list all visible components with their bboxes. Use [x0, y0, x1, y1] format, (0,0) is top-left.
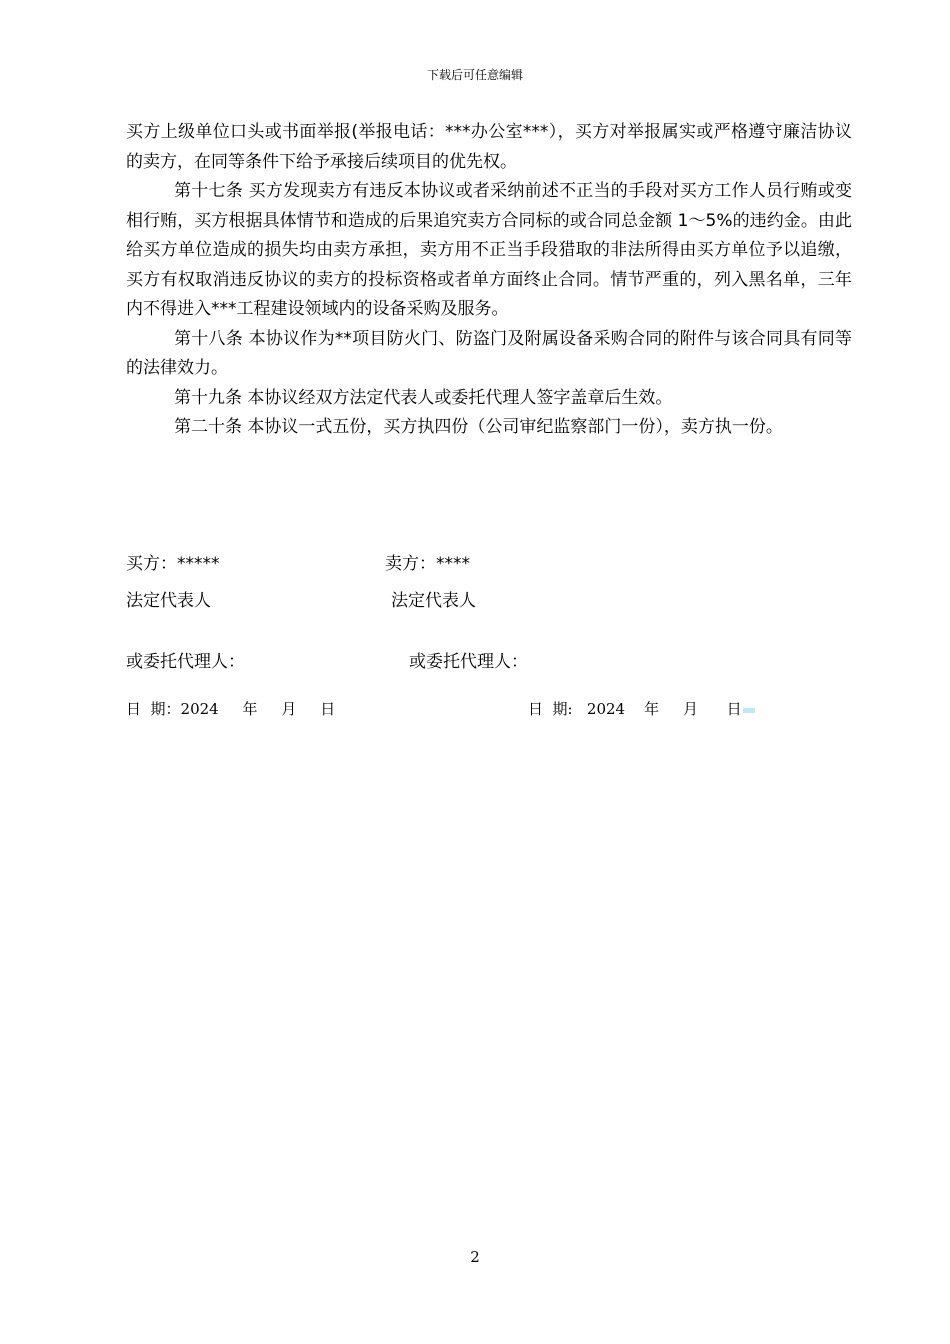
seller-date-line: [528, 698, 755, 719]
paragraph-continuation: 买方上级单位口头或书面举报(举报电话：***办公室***），买方对举报属实或严格遵守廉洁协议的卖方，在同等条件下给予承接后续项目的优先权。: [126, 122, 852, 172]
page-number: 2: [470, 1248, 480, 1266]
paragraph-article-17: 第十七条 买方发现卖方有违反本协议或者采纳前述不正当的手段对买方工作人员行贿或变相行贿，买方根据具体情节和造成的后果追究卖方合同标的或合同总金额 1～5%的违约金。由此给买方单位造成的损失均由卖方承担，卖方用不正当手段猎取的非法所得由买方单位予以追缴，买方有权取消违反协议的卖方的投标资格或者单方面终止合同。情节严重的，列入黑名单，三年内不得进入***工程建设领域内的设备采购及服务。: [126, 181, 852, 319]
buyer-date: 日 期：2024 年 月 日: [126, 700, 336, 718]
agreement-body: [126, 118, 852, 443]
buyer-label: 买方：*****: [126, 554, 220, 574]
buyer-legal-rep: 法定代表人: [126, 591, 211, 611]
seller-agent: 或委托代理人：: [409, 652, 528, 672]
paragraph-article-20: 第二十条 本协议一式五份，买方执四份（公司审纪监察部门一份），卖方执一份。: [174, 417, 783, 437]
seller-legal-rep: 法定代表人: [391, 591, 476, 611]
highlight-mark: [743, 708, 755, 713]
buyer-agent: 或委托代理人：: [126, 652, 245, 672]
seller-date: 日 期: 2024 年 月 日: [528, 700, 742, 718]
paragraph-article-18: 第十八条 本协议作为**项目防火门、防盗门及附属设备采购合同的附件与该合同具有同等的法律效力。: [126, 328, 852, 378]
paragraph-article-19: 第十九条 本协议经双方法定代表人或委托代理人签字盖章后生效。: [174, 387, 673, 408]
seller-label: 卖方：****: [385, 554, 470, 574]
page-header: 下载后可任意编辑: [426, 68, 523, 82]
